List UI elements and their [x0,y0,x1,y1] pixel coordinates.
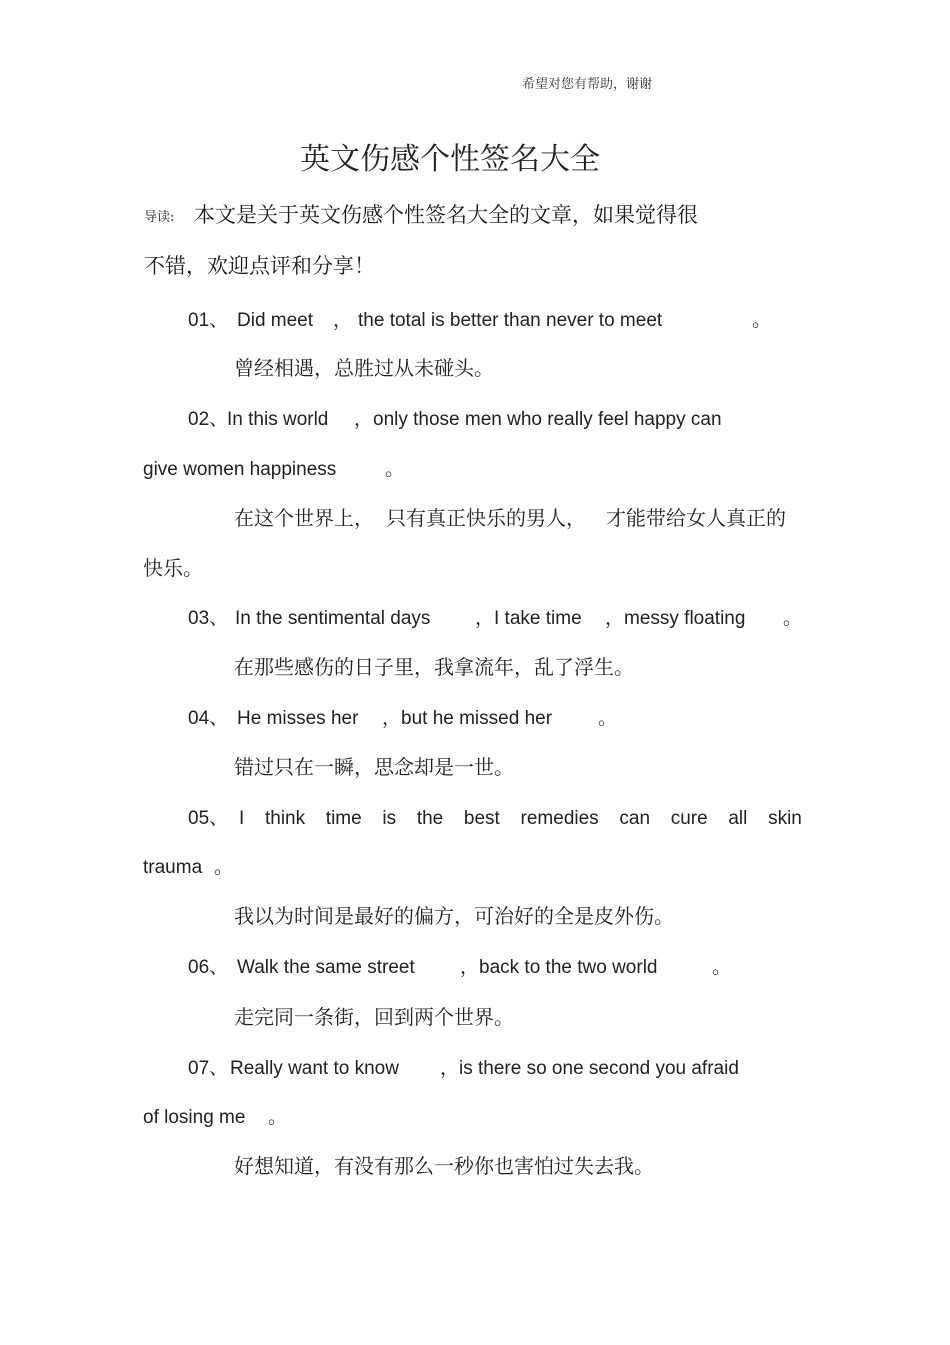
english-word: think [264,808,306,829]
chinese-translation: 曾经相遇，总胜过从未碰头。 [234,356,494,380]
chinese-translation: 走完同一条街，回到两个世界。 [234,1005,514,1029]
item-number: 02、 [188,409,229,430]
chinese-translation: 只有真正快乐的男人， [386,506,586,530]
chinese-translation: 在那些感伤的日子里，我拿流年，乱了浮生。 [234,655,634,679]
item-number: 07、 [188,1058,229,1079]
english-text: 。 [385,459,405,480]
english-justified-line [239,809,802,828]
english-text: of losing me [143,1107,246,1128]
english-text: 。 [712,957,732,978]
english-text: ，back to the two world [460,957,658,978]
english-word: all [728,808,748,829]
english-text: Really want to know [230,1058,399,1079]
english-word: time [325,808,362,829]
english-text: ，I take time [475,608,582,629]
english-text: ，messy floating [605,608,746,629]
english-text: In the sentimental days [235,608,431,629]
item-number: 06、 [188,957,229,978]
english-text: He misses her [237,708,359,729]
english-text: ，but he missed her [382,708,553,729]
english-text: ，only those men who really feel happy can [354,409,722,430]
english-text: In this world [227,409,329,430]
intro-label: 导读: [144,210,175,225]
chinese-translation: 快乐。 [143,556,203,580]
page-title: 英文伤感个性签名大全 [300,142,600,177]
chinese-translation: 才能带给女人真正的 [606,506,786,530]
english-text: ，is there so one second you afraid [440,1058,739,1079]
english-text: trauma [143,857,203,878]
english-word: I [239,808,245,829]
english-text: 。 [783,608,803,629]
english-word: best [463,808,500,829]
item-number: 04、 [188,708,229,729]
header-note: 希望对您有帮助，谢谢 [522,77,653,92]
english-text: Walk the same street [237,957,415,978]
chinese-translation: 好想知道，有没有那么一秒你也害怕过失去我。 [234,1154,654,1178]
item-number: 05、 [188,808,229,829]
english-word: remedies [520,808,599,829]
item-number: 03、 [188,608,229,629]
english-text: 。 [214,857,234,878]
english-text: ， [333,310,353,331]
chinese-translation: 我以为时间是最好的偏方，可治好的全是皮外伤。 [234,904,674,928]
intro-line-1: 本文是关于英文伤感个性签名大全的文章，如果觉得很 [194,203,698,227]
english-word: can [619,808,651,829]
english-text: Did meet [237,310,314,331]
english-text: give women happiness [143,459,337,480]
english-text: 。 [752,310,772,331]
item-number: 01、 [188,310,229,331]
english-word: the [416,808,444,829]
chinese-translation: 在这个世界上， [234,506,374,530]
english-word: cure [670,808,708,829]
english-text: the total is better than never to meet [358,310,663,331]
english-word: is [382,808,397,829]
english-word: skin [768,808,802,829]
chinese-translation: 错过只在一瞬，思念却是一世。 [234,755,514,779]
english-text: 。 [598,708,618,729]
intro-line-2: 不错，欢迎点评和分享！ [144,254,375,278]
english-text: 。 [268,1107,288,1128]
